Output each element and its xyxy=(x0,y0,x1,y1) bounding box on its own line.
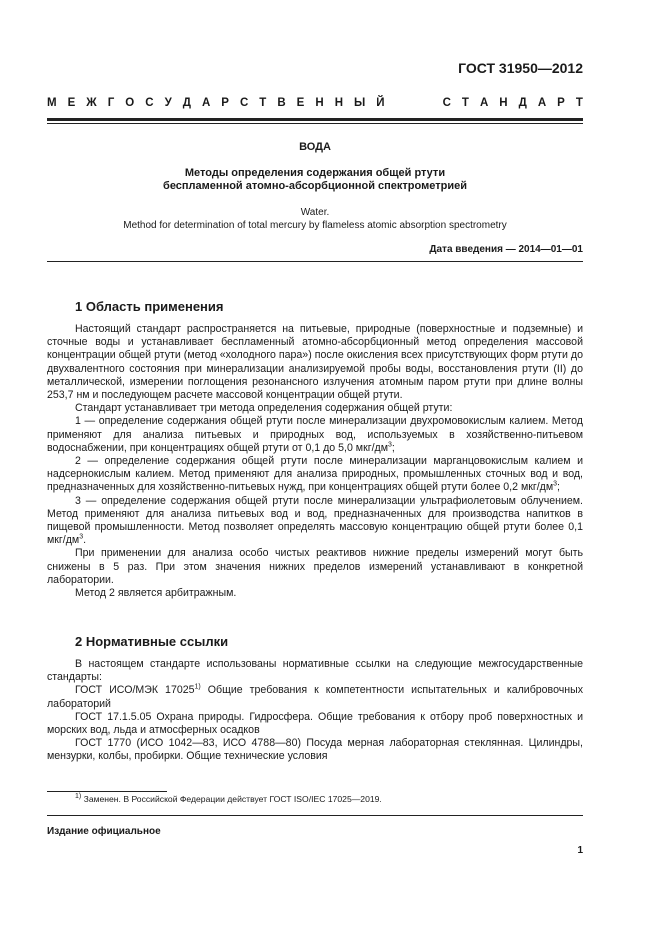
section-1-body xyxy=(47,323,583,600)
english-title: Water. Method for determination of total mercury by flameless atomic absorption spectrometry xyxy=(123,207,507,231)
section-1-paragraph: Стандарт устанавливает три метода определения содержания общей ртути: xyxy=(75,402,453,415)
reference-item: ГОСТ 1770 (ИСО 1042—83, ИСО 4788—80) Посуда мерная лабораторная стеклянная. Цилиндры, мензурки, колбы, пробирки. Общие технические условия xyxy=(47,737,583,763)
method-3-paragraph: 3 — определение содержания общей ртути после минерализации ультрафиолетовым облучением. Метод применяют для анализа питьевых вод и вод, предназначенных для производства напитков в пищевой промышленности. Метод позволяет определять массовую концентрацию общей ртути более 0,1 мкг/$дм^3$. xyxy=(47,494,583,547)
section-1-paragraph: Метод 2 является арбитражным. xyxy=(75,587,237,600)
page-number: 1 xyxy=(577,845,583,856)
document-subtitle: Методы определения содержания общей ртути беспламенной атомно-абсорбционной спектрометрией xyxy=(163,167,467,192)
introduction-date: Дата введения — 2014—01—01 xyxy=(429,244,583,255)
official-edition-label: Издание официальное xyxy=(47,826,161,837)
header-rule-thin xyxy=(47,123,583,124)
section-2-heading: 2 Нормативные ссылки xyxy=(75,634,229,649)
section-2-paragraph: В настоящем стандарте использованы нормативные ссылки на следующие межгосударственные стандарты: xyxy=(47,658,583,684)
section-1-paragraph: Настоящий стандарт распространяется на питьевые, природные (поверхностные и подземные) и сточные воды и устанавливает беспламенный атомно-абсорбционный метод определения массовой концентрации общей ртути (метод «холодного пара») после окисления всех присутствующих форм ртути до двухвалентного состояния при минерализации анализируемой пробы воды, восстановления ртути (II) до металлической, измерении поглощения резонансного излучения атомным паром ртути при длине волны 253,7 нм и последующем расчете массовой концентрации общей ртути. xyxy=(47,323,583,402)
reference-item: ГОСТ 17.1.5.05 Охрана природы. Гидросфера. Общие требования к отбору проб поверхностных и морских вод, льда и атмосферных осадков xyxy=(47,710,583,737)
interstate-standard-banner: М Е Ж Г О С У Д А Р С Т В Е Н Н Ы Й С Т А Н Д А Р Т xyxy=(47,97,583,109)
footnote: $^{1)}$ Заменен. В Российской Федерации действует ГОСТ ISO/IEC 17025—2019. xyxy=(75,793,382,804)
section-1-heading: 1 Область применения xyxy=(75,299,224,314)
document-title: ВОДА xyxy=(299,141,331,153)
footnote-rule xyxy=(47,791,167,792)
intro-date-rule xyxy=(47,261,583,262)
method-1-paragraph: 1 — определение содержания общей ртути после минерализации двухромовокислым калием. Метод применяют для анализа питьевых и природных вод, используемых в хозяйственно-питьевом водоснабжении, при концентрациях общей ртути от 0,1 до 5,0 мкг/$дм^3$; xyxy=(47,415,583,454)
section-1-paragraph: При применении для анализа особо чистых реактивов нижние пределы измерений могут быть снижены в 5 раз. При этом значения нижних пределов измерений устанавливают в конкретной лаборатории. xyxy=(47,547,583,586)
footer-rule xyxy=(47,815,583,816)
header-rule-thick xyxy=(47,118,583,121)
document-number: ГОСТ 31950—2012 xyxy=(458,60,583,76)
method-2-paragraph: 2 — определение содержания общей ртути после минерализации марганцовокислым калием и надсернокислым калием. Метод применяют для анализа природных, промышленных сточных вод и вод, предназначенных для хозяйственно-питьевых нужд, при концентрациях общей ртути более 0,2 мкг/$дм^3$; xyxy=(47,455,583,494)
section-2-body xyxy=(47,658,583,764)
reference-item: ГОСТ ИСО/МЭК 17025$^{1)}$ Общие требования к компетентности испытательных и калибровочных лабораторий xyxy=(47,683,584,710)
